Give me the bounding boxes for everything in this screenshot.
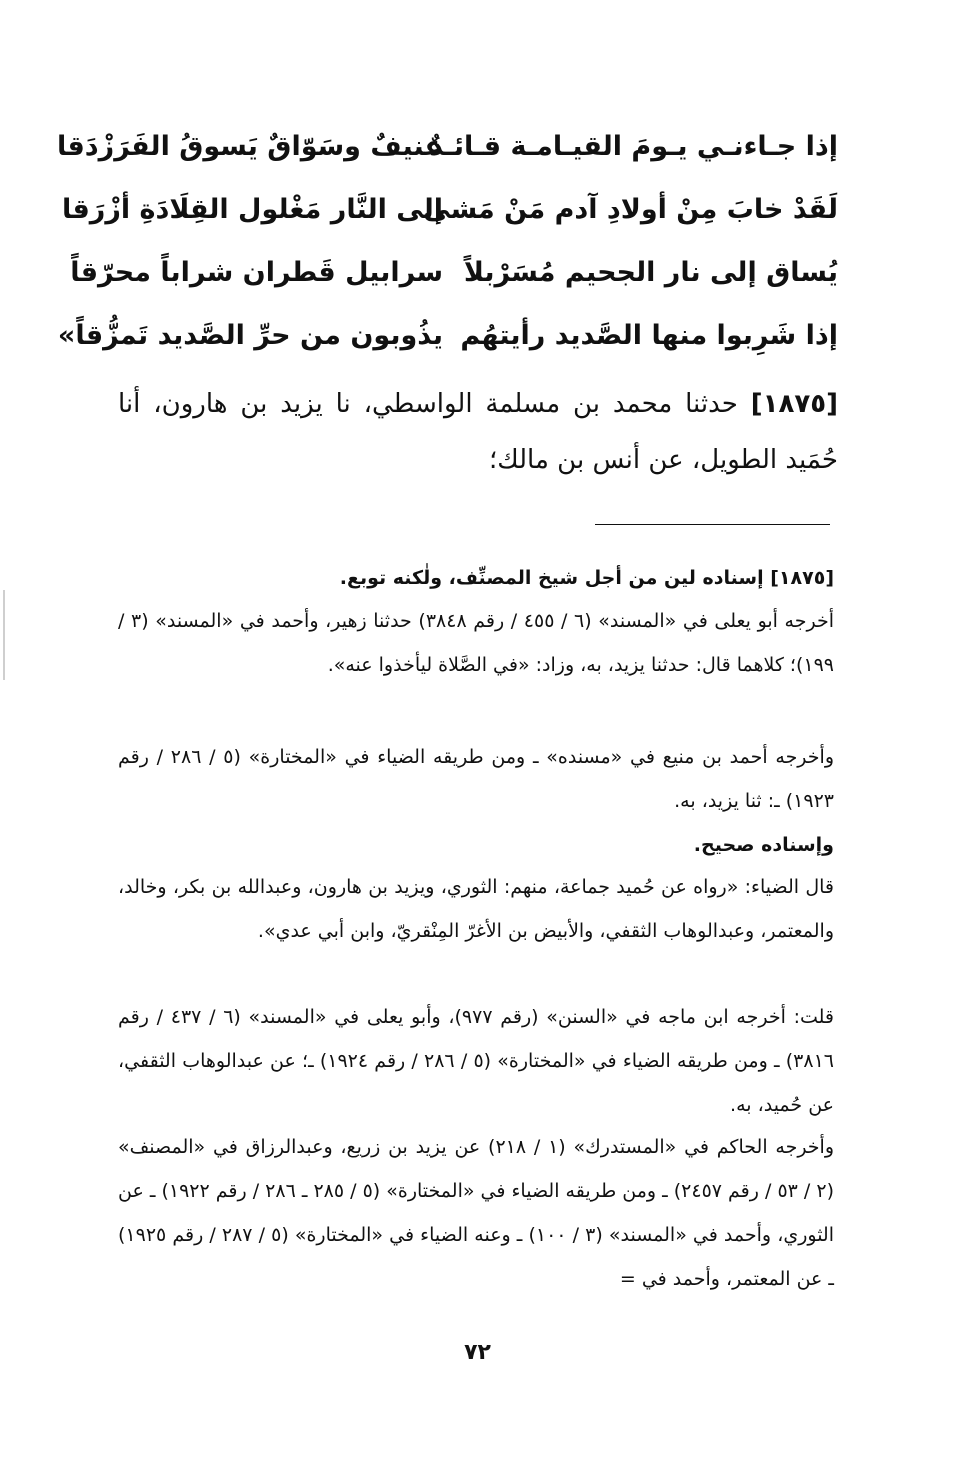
footnote-separator <box>595 524 830 525</box>
verse-line <box>57 312 838 360</box>
verse-line <box>61 186 838 234</box>
hadith-body: حدثنا محمد بن مسلمة الواسطي، نا يزيد بن هارون، أنا حُمَيد الطويل، عن أنس بن مالك؛ <box>118 389 838 475</box>
verse-second-hemistich: عنيفٌ وسَوّاقٌ يَسوقُ الفَرَزْدَقا <box>56 131 443 162</box>
page-number: ٧٢ <box>464 1340 491 1365</box>
verse-line <box>70 249 838 297</box>
footnote-paragraph: وأخرجه أحمد بن منيع في «مسنده» ـ ومن طريقه الضياء في «المختارة» (٥ / ٢٨٦ / رقم ١٩٢٣) ـ: ثنا يزيد، به. <box>118 746 834 812</box>
verse-line <box>56 123 838 171</box>
footnote-heading: [١٨٧٥] إسناده لين من أجل شيخ المصنِّف، ولٰكنه توبع. <box>339 567 834 589</box>
footnote-paragraph: قلت: أخرجه ابن ماجه في «السنن» (رقم ٩٧٧)، وأبو يعلى في «المسند» (٦ / ٤٣٧ / رقم ٣٨١٦) ـ ومن طريقه الضياء في «المختارة» (٥ / ٢٨٦ / رقم ١٩٢٤) ـ؛ عن عبدالوهاب الثقفي، عن حُميد، به. <box>118 1006 835 1116</box>
verse-first-hemistich: يُساق إلى نار الجحيم مُسَرْبلاً <box>463 257 838 288</box>
verse-second-hemistich: سرابيل قَطران شراباً محرّقاً <box>70 257 443 288</box>
footnote-paragraph: أخرجه أبو يعلى في «المسند» (٦ / ٤٥٥ / رقم ٣٨٤٨) حدثنا زهير، وأحمد في «المسند» (٣ / ١٩٩)؛ كلاهما قال: حدثنا يزيد، به، وزاد: «في الصَّلاة ليأخذوا عنه». <box>118 610 834 676</box>
hadith-number: [١٨٧٥] <box>750 389 838 419</box>
footnote-paragraph: وإسناده صحيح. <box>693 834 834 856</box>
verse-second-hemistich: إلى النَّار مَغْلول القِلَادَةِ أزْرَقا <box>61 194 443 225</box>
scan-edge-mark <box>3 590 5 680</box>
hadith-text <box>118 376 838 488</box>
footnote-paragraph: قال الضياء: «رواه عن حُميد جماعة، منهم: الثوري، ويزيد بن هارون، وعبدالله بن بكر، وخالد، والمعتمر، وعبدالوهاب الثقفي، والأبيض بن الأغرّ المِنْقريّ، وابن أبي عدي». <box>118 876 834 942</box>
verse-first-hemistich: إذا جـاءنـي يـومَ القيـامـة قـائـدٌ <box>429 131 838 162</box>
footnote-paragraph: وأخرجه الحاكم في «المستدرك» (١ / ٢١٨) عن يزيد بن زريع، وعبدالرزاق في «المصنف» (٢ / ٥٣ / رقم ٢٤٥٧) ـ ومن طريقه الضياء في «المختارة» (٥ / ٢٨٥ ـ ٢٨٦ / رقم ١٩٢٢) ـ عن الثوري، وأحمد في «المسند» (٣ / ١٠٠) ـ وعنه الضياء في «المختارة» (٥ / ٢٨٧ / رقم ١٩٢٥) ـ عن المعتمر، وأحمد في = <box>118 1136 834 1290</box>
verse-second-hemistich: يذُوبون من حرِّ الصَّديد تَمزُّقاً» <box>57 320 443 351</box>
verse-first-hemistich: لَقَدْ خابَ مِنْ أولادِ آدم مَنْ مَشى <box>423 194 838 225</box>
verse-first-hemistich: إذا شَرِبوا منها الصَّديد رأيتهُم <box>460 320 838 351</box>
